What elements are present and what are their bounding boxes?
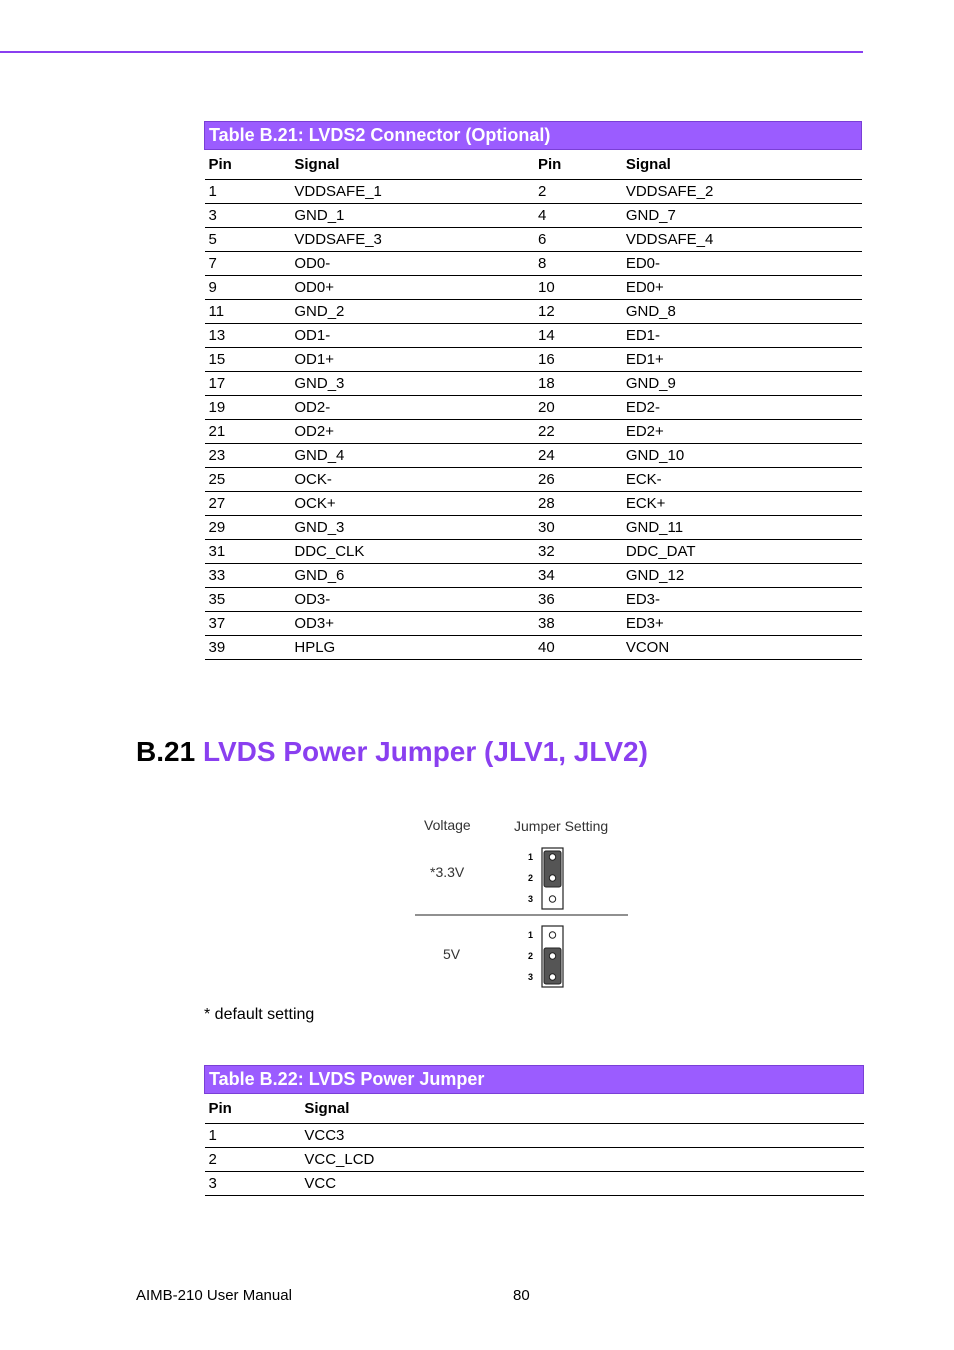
pin bbox=[549, 854, 555, 860]
table-cell: 1 bbox=[205, 1124, 301, 1148]
table-cell: 23 bbox=[205, 444, 291, 468]
section-heading bbox=[136, 736, 648, 768]
table-cell: VDDSAFE_4 bbox=[622, 228, 862, 252]
voltage-column-label: Voltage bbox=[424, 817, 471, 833]
table-cell: OD3- bbox=[290, 588, 534, 612]
table-cell: GND_12 bbox=[622, 564, 862, 588]
setting-5v-label: 5V bbox=[443, 946, 461, 962]
column-header: Pin bbox=[205, 150, 291, 180]
table-cell: ECK- bbox=[622, 468, 862, 492]
table-row bbox=[205, 396, 862, 420]
table-cell: GND_11 bbox=[622, 516, 862, 540]
table-cell: 37 bbox=[205, 612, 291, 636]
table-cell: 5 bbox=[205, 228, 291, 252]
table-cell: ECK+ bbox=[622, 492, 862, 516]
table-row bbox=[205, 468, 862, 492]
table-cell: HPLG bbox=[290, 636, 534, 660]
table-row bbox=[205, 252, 862, 276]
table-cell: OCK+ bbox=[290, 492, 534, 516]
table-row bbox=[205, 588, 862, 612]
table-cell: 31 bbox=[205, 540, 291, 564]
pin-number: 2 bbox=[528, 951, 534, 961]
table-cell: VCC bbox=[300, 1172, 863, 1196]
table-cell: 40 bbox=[534, 636, 622, 660]
table-cell: GND_1 bbox=[290, 204, 534, 228]
footer-manual-title: AIMB-210 User Manual bbox=[136, 1287, 292, 1304]
table-cell: GND_2 bbox=[290, 300, 534, 324]
table-cell: ED0- bbox=[622, 252, 862, 276]
table-row bbox=[205, 300, 862, 324]
table-cell: 4 bbox=[534, 204, 622, 228]
table-cell: VCC3 bbox=[300, 1124, 863, 1148]
pin bbox=[549, 953, 555, 959]
table-cell: 32 bbox=[534, 540, 622, 564]
table-cell: GND_3 bbox=[290, 516, 534, 540]
table-cell: 29 bbox=[205, 516, 291, 540]
table-cell: DDC_CLK bbox=[290, 540, 534, 564]
table-row bbox=[205, 420, 862, 444]
table-cell: ED3+ bbox=[622, 612, 862, 636]
table-cell: GND_7 bbox=[622, 204, 862, 228]
table-cell: 8 bbox=[534, 252, 622, 276]
table-row bbox=[205, 540, 862, 564]
pin-number: 2 bbox=[528, 873, 534, 883]
jumper-setting-diagram bbox=[410, 810, 635, 995]
table-cell: 9 bbox=[205, 276, 291, 300]
table-cell: ED0+ bbox=[622, 276, 862, 300]
table-cell: 36 bbox=[534, 588, 622, 612]
table-cell: OD1- bbox=[290, 324, 534, 348]
column-header: Pin bbox=[534, 150, 622, 180]
table-cell: GND_4 bbox=[290, 444, 534, 468]
table-row bbox=[205, 636, 862, 660]
table-cell: 17 bbox=[205, 372, 291, 396]
table-caption: Table B.21: LVDS2 Connector (Optional) bbox=[205, 122, 862, 150]
header-rule bbox=[0, 51, 863, 53]
table-cell: 27 bbox=[205, 492, 291, 516]
table-cell: 3 bbox=[205, 204, 291, 228]
pin bbox=[549, 932, 555, 938]
jumper-column-label: Jumper Setting bbox=[514, 818, 609, 834]
table-cell: GND_10 bbox=[622, 444, 862, 468]
table-cell: 14 bbox=[534, 324, 622, 348]
table-row bbox=[205, 492, 862, 516]
table-cell: OD0+ bbox=[290, 276, 534, 300]
pin bbox=[549, 875, 555, 881]
table-cell: 13 bbox=[205, 324, 291, 348]
table-row bbox=[205, 228, 862, 252]
table-row bbox=[205, 324, 862, 348]
default-setting-note: * default setting bbox=[204, 1006, 315, 1023]
setting-3v3-label: *3.3V bbox=[430, 864, 465, 880]
pin-number: 1 bbox=[528, 852, 534, 862]
table-row bbox=[205, 1172, 864, 1196]
table-cell: DDC_DAT bbox=[622, 540, 862, 564]
table-cell: ED3- bbox=[622, 588, 862, 612]
table-cell: OD3+ bbox=[290, 612, 534, 636]
table-cell: 39 bbox=[205, 636, 291, 660]
table-cell: VCON bbox=[622, 636, 862, 660]
table-cell: 26 bbox=[534, 468, 622, 492]
table-cell: 22 bbox=[534, 420, 622, 444]
table-cell: VDDSAFE_3 bbox=[290, 228, 534, 252]
table-lvds-power-jumper bbox=[204, 1065, 864, 1196]
section-title: LVDS Power Jumper (JLV1, JLV2) bbox=[202, 736, 648, 767]
column-header: Signal bbox=[300, 1094, 863, 1124]
table-row bbox=[205, 348, 862, 372]
table-cell: 33 bbox=[205, 564, 291, 588]
pin-number: 3 bbox=[528, 894, 534, 904]
table-cell: 1 bbox=[205, 180, 291, 204]
table-cell: 18 bbox=[534, 372, 622, 396]
table-cell: 38 bbox=[534, 612, 622, 636]
table-cell: 28 bbox=[534, 492, 622, 516]
table-cell: 2 bbox=[534, 180, 622, 204]
section-number: B.21 bbox=[136, 736, 196, 767]
table-cell: 35 bbox=[205, 588, 291, 612]
table-cell: 19 bbox=[205, 396, 291, 420]
table-cell: GND_6 bbox=[290, 564, 534, 588]
table-cell: OD2- bbox=[290, 396, 534, 420]
table-cell: 12 bbox=[534, 300, 622, 324]
table-lvds2-connector bbox=[204, 121, 862, 660]
column-header: Signal bbox=[290, 150, 534, 180]
pin-number: 3 bbox=[528, 972, 534, 982]
column-header: Signal bbox=[622, 150, 862, 180]
pin bbox=[549, 896, 555, 902]
table-cell: 25 bbox=[205, 468, 291, 492]
table-row bbox=[205, 1124, 864, 1148]
table-cell: OD2+ bbox=[290, 420, 534, 444]
table-cell: 34 bbox=[534, 564, 622, 588]
table-cell: ED1- bbox=[622, 324, 862, 348]
table-cell: ED2- bbox=[622, 396, 862, 420]
table-cell: 21 bbox=[205, 420, 291, 444]
table-cell: 15 bbox=[205, 348, 291, 372]
table-cell: 20 bbox=[534, 396, 622, 420]
table-cell: GND_9 bbox=[622, 372, 862, 396]
table-row bbox=[205, 516, 862, 540]
table-cell: VCC_LCD bbox=[300, 1148, 863, 1172]
table-row bbox=[205, 612, 862, 636]
table-cell: GND_8 bbox=[622, 300, 862, 324]
table-caption: Table B.22: LVDS Power Jumper bbox=[205, 1066, 864, 1094]
table-cell: OCK- bbox=[290, 468, 534, 492]
table-cell: OD1+ bbox=[290, 348, 534, 372]
pin-number: 1 bbox=[528, 930, 534, 940]
table-cell: 6 bbox=[534, 228, 622, 252]
column-header: Pin bbox=[205, 1094, 301, 1124]
table-row bbox=[205, 1148, 864, 1172]
table-cell: 3 bbox=[205, 1172, 301, 1196]
table-cell: ED1+ bbox=[622, 348, 862, 372]
table-cell: 30 bbox=[534, 516, 622, 540]
table-row bbox=[205, 372, 862, 396]
table-cell: 10 bbox=[534, 276, 622, 300]
table-cell: 2 bbox=[205, 1148, 301, 1172]
table-row bbox=[205, 180, 862, 204]
table-cell: OD0- bbox=[290, 252, 534, 276]
table-cell: 7 bbox=[205, 252, 291, 276]
table-row bbox=[205, 276, 862, 300]
table-cell: VDDSAFE_2 bbox=[622, 180, 862, 204]
footer-page-number: 80 bbox=[513, 1287, 530, 1304]
table-cell: VDDSAFE_1 bbox=[290, 180, 534, 204]
table-row bbox=[205, 204, 862, 228]
table-cell: 16 bbox=[534, 348, 622, 372]
table-cell: 24 bbox=[534, 444, 622, 468]
table-cell: 11 bbox=[205, 300, 291, 324]
table-row bbox=[205, 444, 862, 468]
pin bbox=[549, 974, 555, 980]
table-cell: ED2+ bbox=[622, 420, 862, 444]
table-row bbox=[205, 564, 862, 588]
table-cell: GND_3 bbox=[290, 372, 534, 396]
